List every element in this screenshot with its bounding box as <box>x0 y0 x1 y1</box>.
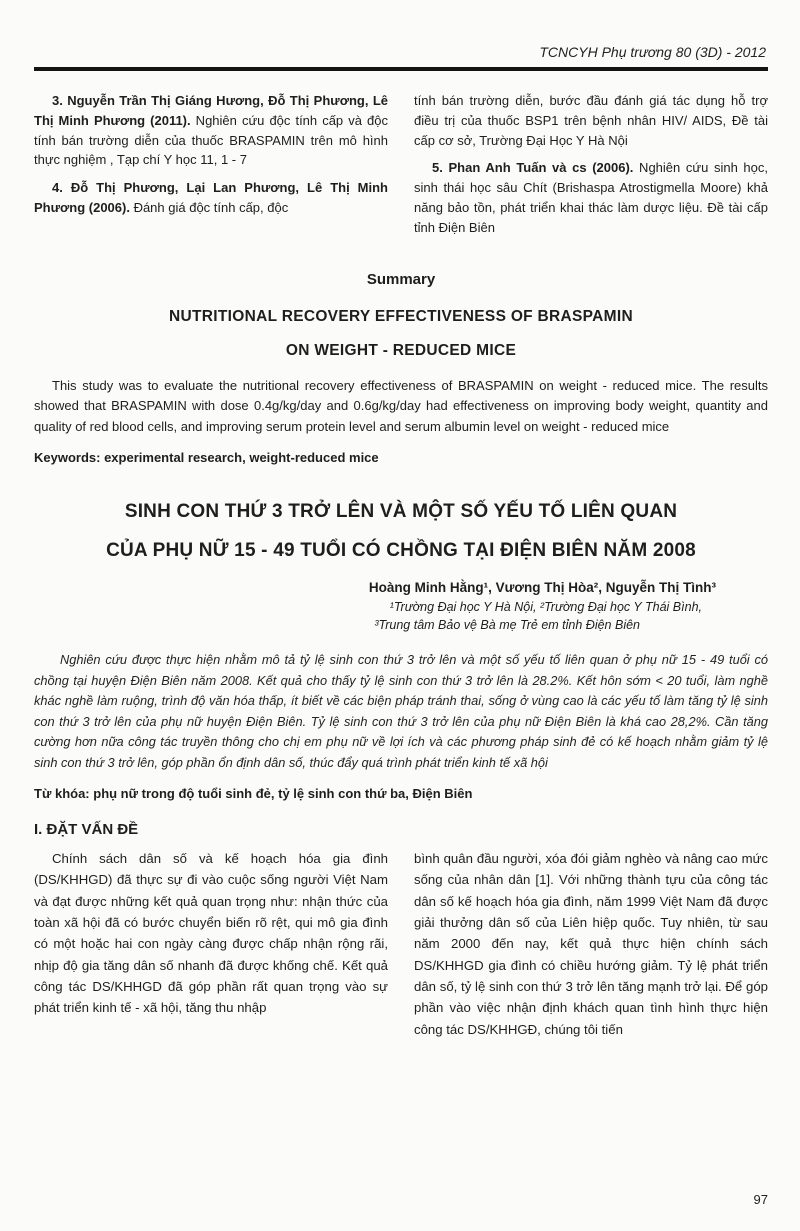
author-affiliation-1: ¹Trường Đại học Y Hà Nội, ²Trường Đại học Y Thái Bình, <box>389 599 702 614</box>
journal-header: TCNCYH Phụ trương 80 (3D) - 2012 <box>539 44 766 60</box>
reference-text: Nghiên cứu sinh học, sinh thái học sâu Chít (Brishaspa Atrostigmella Moore) khả năng bảo tồn, phát triển khai thác làm dược liệu. Đề tài cấp tỉnh Điện Biên <box>414 160 769 235</box>
keywords-label: Từ khóa: <box>34 785 90 801</box>
article-abstract: Nghiên cứu được thực hiện nhằm mô tả tỷ lệ sinh con thứ 3 trở lên và một số yếu tố liên quan ở phụ nữ 15 - 49 tuổi có chồng tại huyện Điện Biên năm 2008. Kết quả cho thấy tỷ lệ sinh con thứ 3 trở lên là 28.2%. Kết hôn sớm < 20 tuổi, làm nghề khác nghề làm ruộng, trình độ văn hóa thấp, ít biết về các biện pháp tránh thai, sống ở vùng cao là các yếu tố làm tăng tỷ lệ sinh con thứ 3 trở lên của phụ nữ huyện Điện Biên. Tỷ lệ sinh con thứ 3 trở lên của phụ nữ Điện Biên là khá cao 28,2%. Cần tăng cường hơn nữa công tác truyền thông cho chị em phụ nữ về lợi ích và các phương pháp sinh đẻ có kế hoạch nhằm giảm tỷ lệ sinh con thứ 3 trở lên, góp phần ổn định dân số, thúc đẩy quá trình phát triển kinh tế xã hội <box>34 652 768 770</box>
reference-authors: 4. Đỗ Thị Phương, Lại Lan Phương, Lê Thị Minh Phương (2006). <box>34 180 388 215</box>
reference-item-4-continued <box>414 91 768 150</box>
author-affiliation-2: ³Trung tâm Bảo vệ Bà mẹ Trẻ em tỉnh Điện Biên <box>374 618 640 633</box>
keywords-text: phụ nữ trong độ tuổi sinh đẻ, tỷ lệ sinh con thứ ba, Điện Biên <box>89 785 473 801</box>
summary-keywords <box>34 450 768 465</box>
reference-item-3 <box>34 91 388 170</box>
introduction-body <box>34 848 768 1040</box>
keywords-label: Keywords: <box>34 449 101 465</box>
references-left-column <box>34 91 388 245</box>
reference-item-4 <box>34 178 388 218</box>
summary-title-line2: ON WEIGHT - REDUCED MICE <box>285 342 517 360</box>
body-paragraph-right: bình quân đầu người, xóa đói giảm nghèo và nâng cao mức sống của nhân dân [1]. Với những thành tựu của công tác dân số kế hoạch hóa gia đình, năm 1999 Việt Nam đã được giải thưởng dân số của Liên hiệp quốc. Tuy nhiên, từ sau năm 2000 đến nay, kết quả thực hiện chính sách DS/KHHGD gia đình có chiều hướng giảm. Tỷ lệ phát triển dân số, tỷ lệ sinh con thứ 3 trở lên tăng mạnh trở lại. Để góp phần vào việc nhận định khách quan tình hình thực hiện công tác DS/KHHGĐ, chúng tôi tiến <box>414 850 768 1037</box>
keywords-text: experimental research, weight-reduced mice <box>100 449 379 465</box>
reference-item-5 <box>414 158 768 237</box>
article-keywords <box>34 786 768 801</box>
body-paragraph-left: Chính sách dân số và kế hoạch hóa gia đình (DS/KHHGD) đã thực sự đi vào cuộc sống người Việt Nam và đạt được những kết quả quan trọng như: nhận thức của toàn xã hội đã có bước chuyển biến rõ rệt, qui mô gia đình có một hoặc hai con ngày càng được chấp nhận rộng rãi, nhịp độ gia tăng dân số nhanh đã được khống chế. Kết quả công tác DS/KHHGD đã góp phần rất quan trọng vào sự phát triển kinh tế - xã hội, tăng thu nhập <box>34 850 388 1016</box>
header-rule <box>34 67 768 71</box>
references-section <box>34 91 768 245</box>
article-authors: Hoàng Minh Hằng¹, Vương Thị Hòa², Nguyễn Thị Tình³ <box>368 579 716 595</box>
section-heading-dat-van-de: I. ĐẶT VẤN ĐỀ <box>34 820 139 838</box>
reference-text: Đánh giá độc tính cấp, độc <box>129 199 289 215</box>
summary-title-line1: NUTRITIONAL RECOVERY EFFECTIVENESS OF BRASPAMIN <box>169 308 633 326</box>
references-right-column <box>414 91 768 245</box>
reference-authors: 5. Phan Anh Tuấn và cs (2006). <box>432 160 634 176</box>
article-title-line1: SINH CON THỨ 3 TRỞ LÊN VÀ MỘT SỐ YẾU TỐ LIÊN QUAN <box>124 500 678 522</box>
reference-authors: 3. Nguyễn Trần Thị Giáng Hương, Đỗ Thị Phương, Lê Thị Minh Phương (2011). <box>34 93 388 128</box>
page-number: 97 <box>753 1192 768 1207</box>
article-title-line2: CỦA PHỤ NỮ 15 - 49 TUỔI CÓ CHỒNG TẠI ĐIỆN BIÊN NĂM 2008 <box>106 540 696 562</box>
body-right-column <box>414 848 768 1040</box>
summary-abstract: This study was to evaluate the nutritional recovery effectiveness of BRASPAMIN on weight - reduced mice. The results showed that BRASPAMIN with dose 0.4g/kg/day and 0.6g/kg/day had effectiveness on improving body weight, quantity and quality of red blood cells, and improving serum protein level and serum albumin level on weight - reduced mice <box>34 378 768 434</box>
body-left-column <box>34 848 388 1040</box>
reference-text: tính bán trường diễn, bước đầu đánh giá tác dụng hỗ trợ điều trị của thuốc BSP1 trên bệnh nhân HIV/ AIDS, Đề tài cấp cơ sở, Trường Đại Học Y Hà Nội <box>414 93 768 148</box>
summary-heading: Summary <box>366 271 436 289</box>
reference-text: Nghiên cứu độc tính cấp và độc tính bán trường diễn của thuốc BRASPAMIN trên mô hình thực nghiệm , Tạp chí Y học 11, 1 - 7 <box>34 112 388 168</box>
